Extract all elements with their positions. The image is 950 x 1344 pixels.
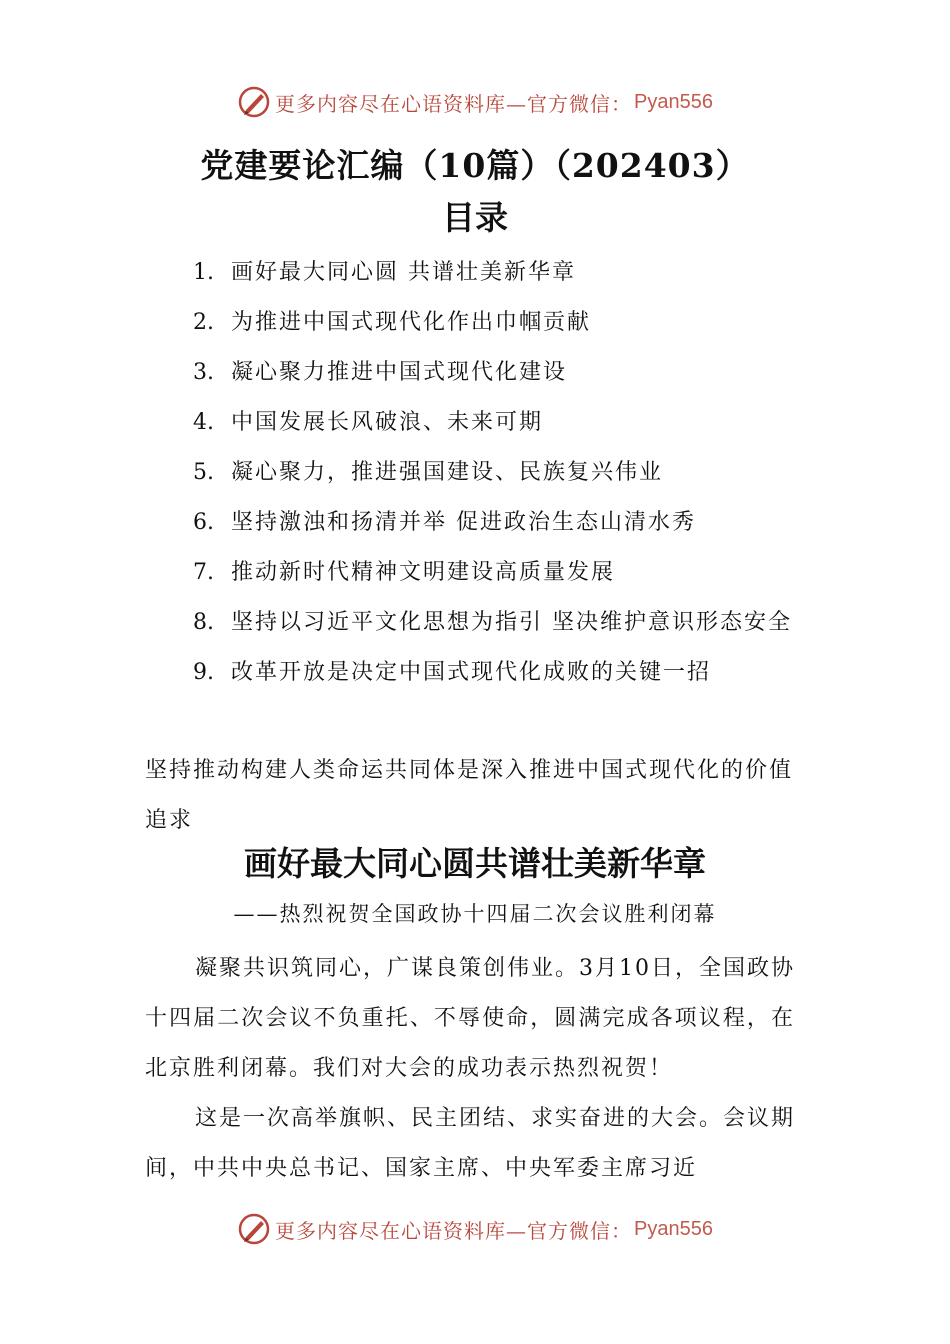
toc-item-text: 推动新时代精神文明建设高质量发展 [231, 560, 616, 585]
toc-item-text: 凝心聚力推进中国式现代化建设 [231, 360, 568, 385]
document-title: 党建要论汇编（10篇）（202403） [200, 146, 750, 185]
toc-item-text: 中国发展长风破浪、未来可期 [231, 410, 544, 435]
watermark-wechat-id: Pyan556 [634, 1217, 713, 1240]
watermark-banner-top [0, 82, 950, 122]
toc-item-text: 坚持以习近平文化思想为指引 坚决维护意识形态安全 [231, 610, 792, 635]
watermark-banner-bottom [0, 1209, 950, 1249]
pen-logo-icon [237, 85, 271, 119]
table-of-contents [193, 248, 813, 698]
toc-item-number: 1. [193, 260, 214, 285]
toc-item[interactable] [193, 648, 813, 698]
watermark-text: 更多内容尽在心语资料库—官方微信： [275, 91, 633, 116]
article-subtitle: ——热烈祝贺全国政协十四届二次会议胜利闭幕 [233, 902, 717, 926]
toc-item-number: 7. [193, 560, 214, 585]
toc-item[interactable] [193, 548, 813, 598]
pen-logo-icon [237, 1212, 271, 1246]
toc-item[interactable] [193, 498, 813, 548]
article-title: 画好最大同心圆共谱壮美新华章 [244, 844, 706, 883]
watermark-wechat-id: Pyan556 [634, 90, 713, 113]
toc-item[interactable] [193, 448, 813, 498]
toc-item-text: 改革开放是决定中国式现代化成败的关键一招 [231, 660, 712, 685]
toc-item-number: 9. [193, 660, 214, 685]
toc-heading: 目录 [442, 198, 508, 237]
toc-extra-item[interactable]: 坚持推动构建人类命运共同体是深入推进中国式现代化的价值追求 [145, 758, 794, 833]
toc-item-number: 2. [193, 310, 214, 335]
toc-item-text: 凝心聚力，推进强国建设、民族复兴伟业 [231, 460, 664, 485]
toc-item-number: 8. [193, 610, 214, 635]
toc-item-text: 画好最大同心圆 共谱壮美新华章 [231, 260, 576, 285]
toc-item-text: 为推进中国式现代化作出巾帼贡献 [231, 310, 592, 335]
toc-item[interactable] [193, 298, 813, 348]
toc-item-number: 6. [193, 510, 214, 535]
article-paragraph: 这是一次高举旗帜、民主团结、求实奋进的大会。会议期间，中共中央总书记、国家主席、中央军委主席习近 [145, 1106, 796, 1181]
toc-item[interactable] [193, 348, 813, 398]
toc-item-text: 坚持激浊和扬清并举 促进政治生态山清水秀 [231, 510, 696, 535]
toc-item[interactable] [193, 398, 813, 448]
toc-item[interactable] [193, 248, 813, 298]
toc-item-number: 5. [193, 460, 214, 485]
watermark-text: 更多内容尽在心语资料库—官方微信： [275, 1218, 633, 1243]
toc-item-number: 4. [193, 410, 214, 435]
toc-item[interactable] [193, 598, 813, 648]
toc-item-number: 3. [193, 360, 214, 385]
article-paragraph: 凝聚共识筑同心，广谋良策创伟业。3月10日，全国政协十四届二次会议不负重托、不辱使命，圆满完成各项议程，在北京胜利闭幕。我们对大会的成功表示热烈祝贺！ [145, 956, 795, 1081]
